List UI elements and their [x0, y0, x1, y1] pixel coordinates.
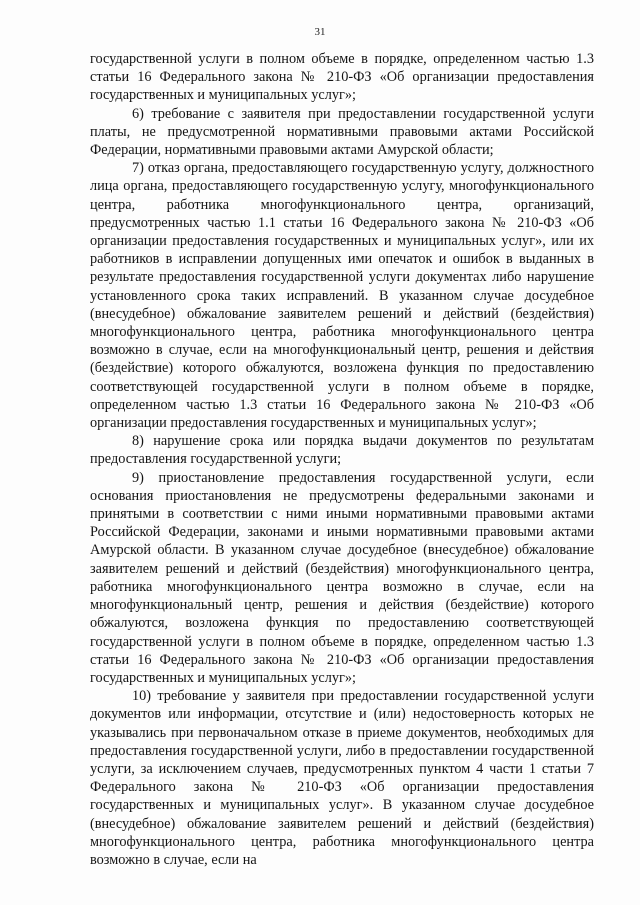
paragraph-item-10: 10) требование у заявителя при предоставлении государственной услуги документов или информации, отсутствие и (или) недостоверность которых не указывались при первоначальном отказе в приеме документов, необходимых для предоставления государственной услуги, либо в предоставлении государственной услуги, за исключением случаев, предусмотренных пунктом 4 части 1 статьи 7 Федерального закона № 210-ФЗ «Об организации предоставления государственных и муниципальных услуг». В указанном случае досудебное (внесудебное) обжалование заявителем решений и действий (бездействия) многофункционального центра, работника многофункционального центра возможно в случае, если на — [90, 688, 594, 868]
paragraph-item-7: 7) отказ органа, предоставляющего государственную услугу, должностного лица органа, предоставляющего государственную услугу, многофункционального центра, работника многофункционального центра, организаций, предусмотренных частью 1.1 статьи 16 Федерального закона № 210-ФЗ «Об организации предоставления государственных и муниципальных услуг», или их работников в исправлении допущенных ими опечаток и ошибок в выданных в результате предоставления государственной услуги документах либо нарушение установленного срока таких исправлений. В указанном случае досудебное (внесудебное) обжалование заявителем решений и действий (бездействия) многофункционального центра, работника многофункционального центра возможно в случае, если на многофункциональный центр, решения и действия (бездействие) которого обжалуются, возложена функция по предоставлению соответствующей государственной услуги в полном объеме в порядке, определенном частью 1.3 статьи 16 Федерального закона № 210-ФЗ «Об организации предоставления государственных и муниципальных услуг»; — [90, 160, 594, 432]
paragraph-item-6: 6) требование с заявителя при предоставлении государственной услуги платы, не предусмотренной нормативными правовыми актами Российской Федерации, нормативными правовыми актами Амурской области; — [90, 105, 594, 159]
document-body — [90, 50, 594, 869]
paragraph-item-9: 9) приостановление предоставления государственной услуги, если основания приостановления не предусмотрены федеральными законами и принятыми в соответствии с ними иными нормативными правовыми актами Российской Федерации, законами и иными нормативными правовыми актами Амурской области. В указанном случае досудебное (внесудебное) обжалование заявителем решений и действий (бездействия) многофункционального центра, работника многофункционального центра возможно в случае, если на многофункциональный центр, решения и действия (бездействие) которого обжалуются, возложена функция по предоставлению соответствующей государственной услуги в полном объеме в порядке, определенном частью 1.3 статьи 16 Федерального закона № 210-ФЗ «Об организации предоставления государственных и муниципальных услуг»; — [90, 469, 594, 686]
paragraph-continuation: государственной услуги в полном объеме в порядке, определенном частью 1.3 статьи 16 Федерального закона № 210-ФЗ «Об организации предоставления государственных и муниципальных услуг»; — [90, 51, 594, 104]
page-number: 31 — [314, 26, 326, 38]
paragraph-item-8: 8) нарушение срока или порядка выдачи документов по результатам предоставления государственной услуги; — [90, 433, 594, 468]
